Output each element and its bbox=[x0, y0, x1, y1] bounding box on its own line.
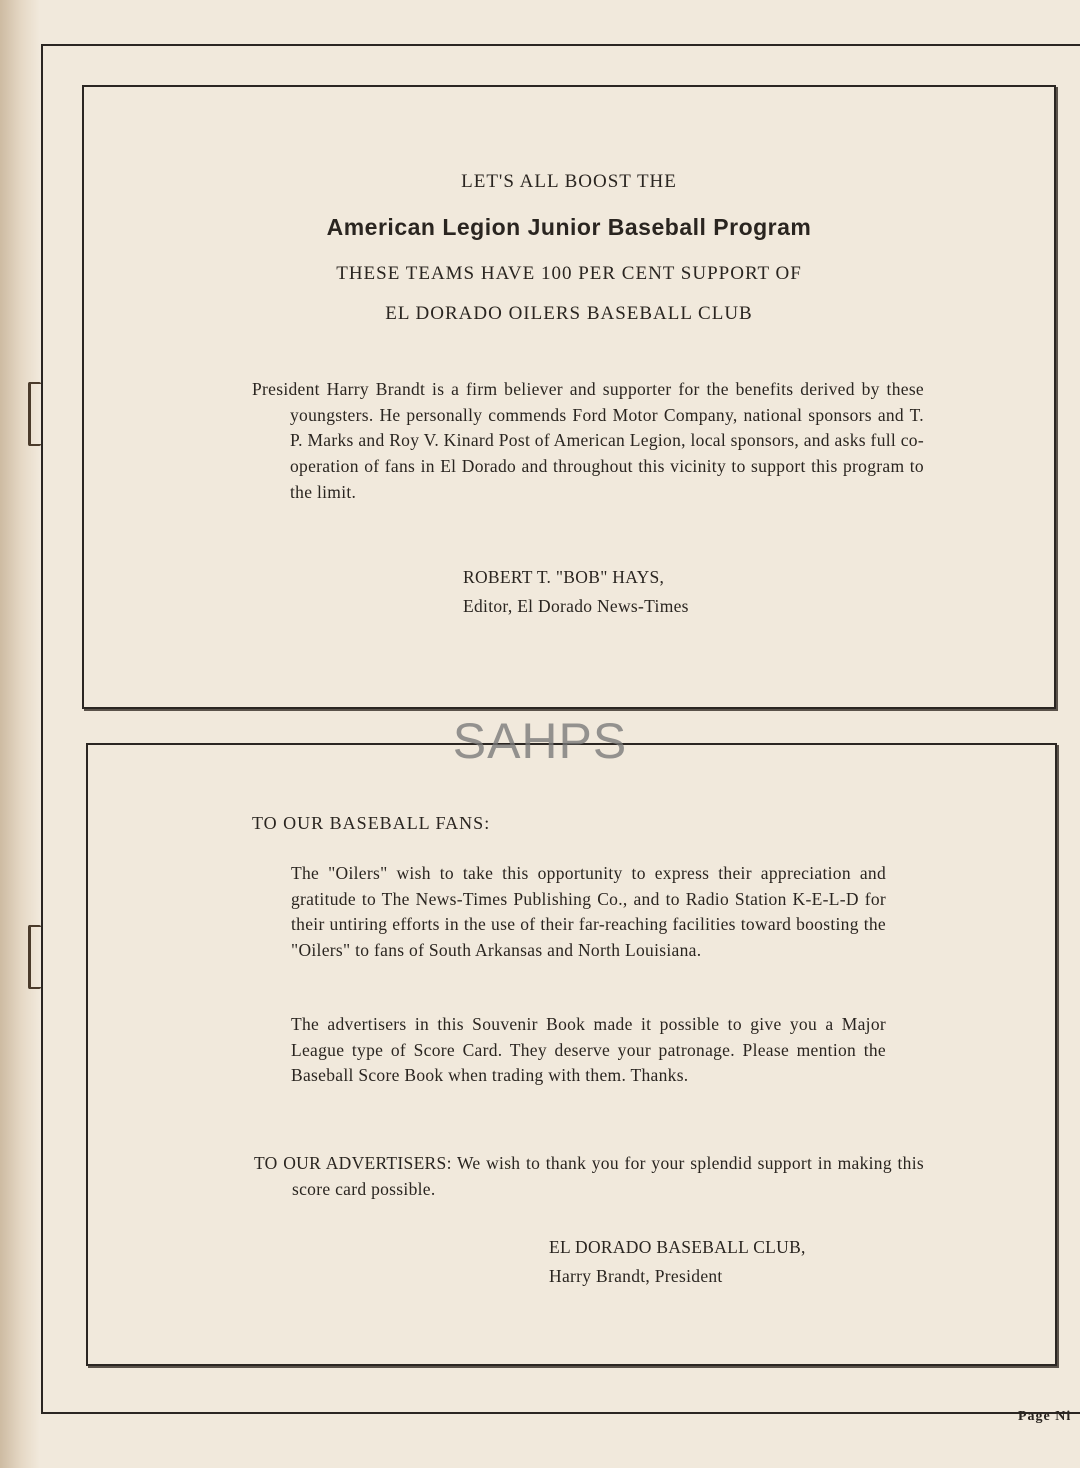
notice-headline: American Legion Junior Baseball Program bbox=[326, 214, 812, 240]
page-spine-shadow bbox=[0, 0, 40, 1468]
advertisers-note: TO OUR ADVERTISERS: We wish to thank you for your splendid support in making this score card possible. bbox=[254, 1153, 924, 1199]
legion-notice-box bbox=[82, 85, 1056, 709]
notice-kicker: LET'S ALL BOOST THE bbox=[461, 171, 677, 192]
fans-paragraph-2: The advertisers in this Souvenir Book made it possible to give you a Major League type of Score Card. They deserve your patronage. Please mention the Baseball Score Book when trading with them. Thanks. bbox=[291, 1014, 886, 1086]
page-number: Page Ni bbox=[1018, 1409, 1072, 1424]
club-line: EL DORADO OILERS BASEBALL CLUB bbox=[385, 303, 753, 324]
fans-salutation: TO OUR BASEBALL FANS: bbox=[252, 813, 491, 833]
club-signature-title: Harry Brandt, President bbox=[549, 1266, 723, 1286]
legion-body-paragraph: President Harry Brandt is a firm believer and supporter for the benefits derived by these youngsters. He personally commends Ford Motor Company, national sponsors and T. P. Marks and Roy V. Kinard Post of American Legion, local sponsors, and asks full co-operation of fans in El Dorado and throughout this vicinity to support this program to the limit. bbox=[252, 379, 924, 502]
fans-paragraph-1: The "Oilers" wish to take this opportunity to express their appreciation and gratitude to The News-Times Publishing Co., and to Radio Station K-E-L-D for their untiring efforts in the use of their far-reaching facilities toward boosting the "Oilers" to fans of South Arkansas and North Louisiana. bbox=[291, 863, 886, 961]
club-signature-name: EL DORADO BASEBALL CLUB, bbox=[549, 1237, 806, 1257]
signature-title: Editor, El Dorado News-Times bbox=[463, 596, 689, 616]
fans-notice-box bbox=[86, 743, 1057, 1366]
support-line: THESE TEAMS HAVE 100 PER CENT SUPPORT OF bbox=[336, 263, 802, 284]
signature-name: ROBERT T. "BOB" HAYS, bbox=[463, 567, 665, 587]
sahps-watermark: SAHPS bbox=[452, 713, 628, 769]
staple-top bbox=[28, 382, 41, 446]
staple-bottom bbox=[28, 925, 41, 989]
